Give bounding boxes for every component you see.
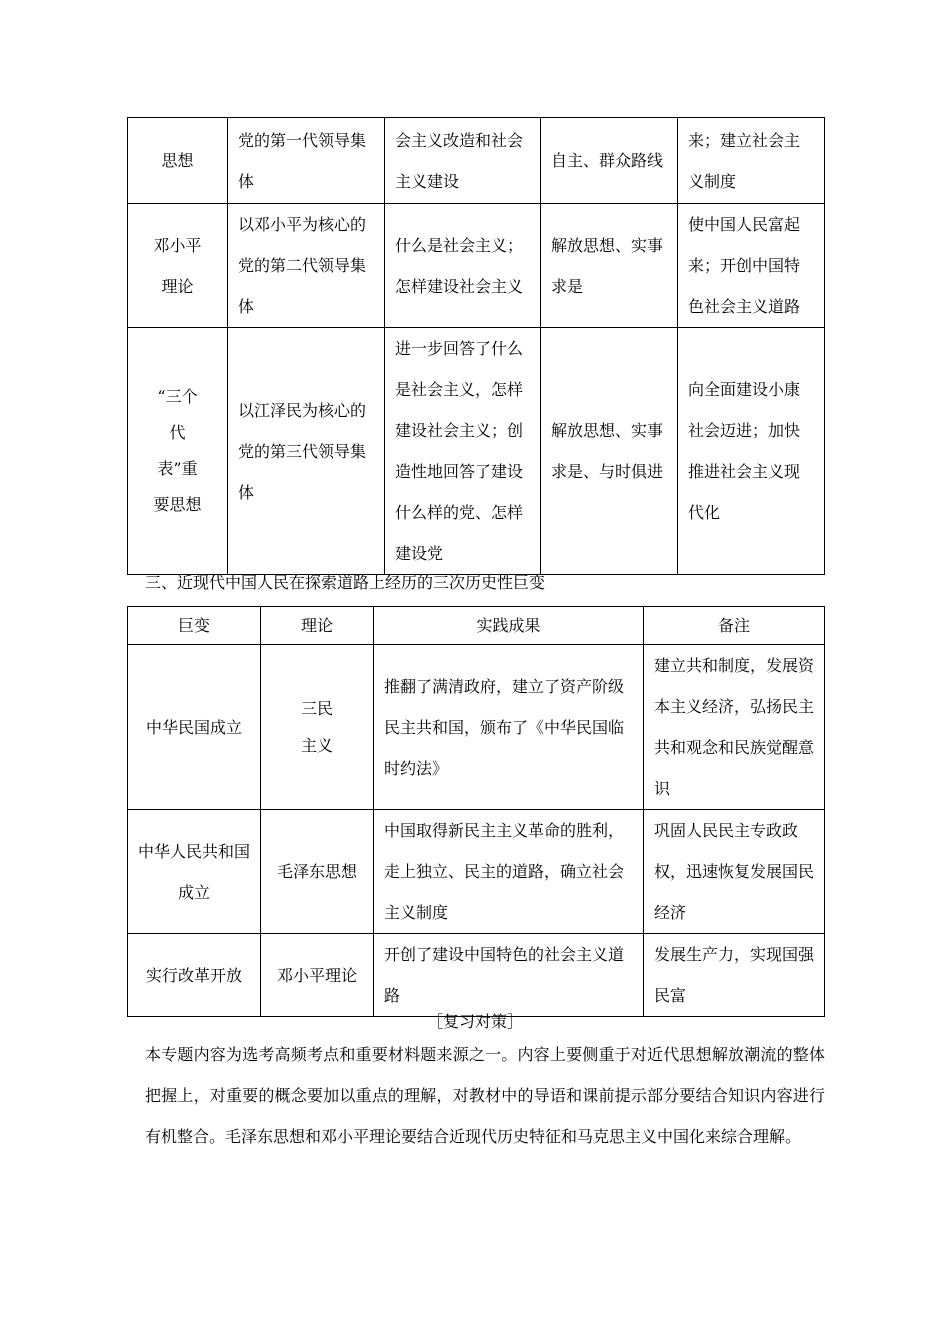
table-cell: 建立共和制度，发展资本主义经济，弘扬民主共和观念和民族觉醒意识: [644, 645, 825, 810]
table-cell: 自主、群众路线: [541, 118, 678, 204]
table-cell: 以邓小平为核心的党的第二代领导集体: [228, 204, 385, 328]
section-heading: 三、近现代中国人民在探索道路上经历的三次历史性巨变: [145, 573, 546, 592]
table-cell: 推翻了满清政府，建立了资产阶级民主共和国，颁布了《中华民国临时约法》: [374, 645, 644, 810]
table-row: [128, 328, 825, 575]
column-header: 理论: [261, 607, 374, 645]
table-cell: 党的第一代领导集体: [228, 118, 385, 204]
table-cell: “三个代表”重要思想: [128, 328, 228, 575]
table-cell: 进一步回答了什么是社会主义，怎样建设社会主义；创造性地回答了建设什么样的党、怎样建设党: [385, 328, 541, 575]
table-cell: 巩固人民民主专政政权，迅速恢复发展国民经济: [644, 810, 825, 934]
table-cell: 什么是社会主义；怎样建设社会主义: [385, 204, 541, 328]
table-cell: 解放思想、实事求是: [541, 204, 678, 328]
table-cell: 中华人民共和国成立: [128, 810, 261, 934]
table-cell: 向全面建设小康社会迈进；加快推进社会主义现代化: [678, 328, 825, 575]
transformation-table: [127, 606, 825, 1017]
table-cell: 开创了建设中国特色的社会主义道路: [374, 934, 644, 1017]
table-cell: 会主义改造和社会主义建设: [385, 118, 541, 204]
table-cell: 三民主义: [261, 645, 374, 810]
column-header: 备注: [644, 607, 825, 645]
table-cell: 中华民国成立: [128, 645, 261, 810]
column-header: 实践成果: [374, 607, 644, 645]
table-cell: 中国取得新民主主义革命的胜利，走上独立、民主的道路，确立社会主义制度: [374, 810, 644, 934]
table-cell: 以江泽民为核心的党的第三代领导集体: [228, 328, 385, 575]
table-cell: 来；建立社会主义制度: [678, 118, 825, 204]
column-header: 巨变: [128, 607, 261, 645]
review-title: ［复习对策］: [426, 1012, 523, 1031]
table-cell: 邓小平理论: [261, 934, 374, 1017]
table-cell: 使中国人民富起来；开创中国特色社会主义道路: [678, 204, 825, 328]
table-cell: 毛泽东思想: [261, 810, 374, 934]
table-cell: 发展生产力，实现国强民富: [644, 934, 825, 1017]
table-row: [128, 118, 825, 204]
table-row: [128, 204, 825, 328]
table-cell: 实行改革开放: [128, 934, 261, 1017]
table-cell: 解放思想、实事求是、与时俱进: [541, 328, 678, 575]
table-row: [128, 810, 825, 934]
table-cell: 邓小平理论: [128, 204, 228, 328]
review-paragraph: 本专题内容为选考高频考点和重要材料题来源之一。内容上要侧重于对近代思想解放潮流的整体把握上，对重要的概念要加以重点的理解，对教材中的导语和课前提示部分要结合知识内容进行有机整合。毛泽东思想和邓小平理论要结合近现代历史特征和马克思主义中国化来综合理解。: [145, 1045, 825, 1146]
table-cell: 思想: [128, 118, 228, 204]
thought-table: [127, 117, 825, 575]
table-header-row: [128, 607, 825, 645]
table-row: [128, 645, 825, 810]
table-row: [128, 934, 825, 1017]
